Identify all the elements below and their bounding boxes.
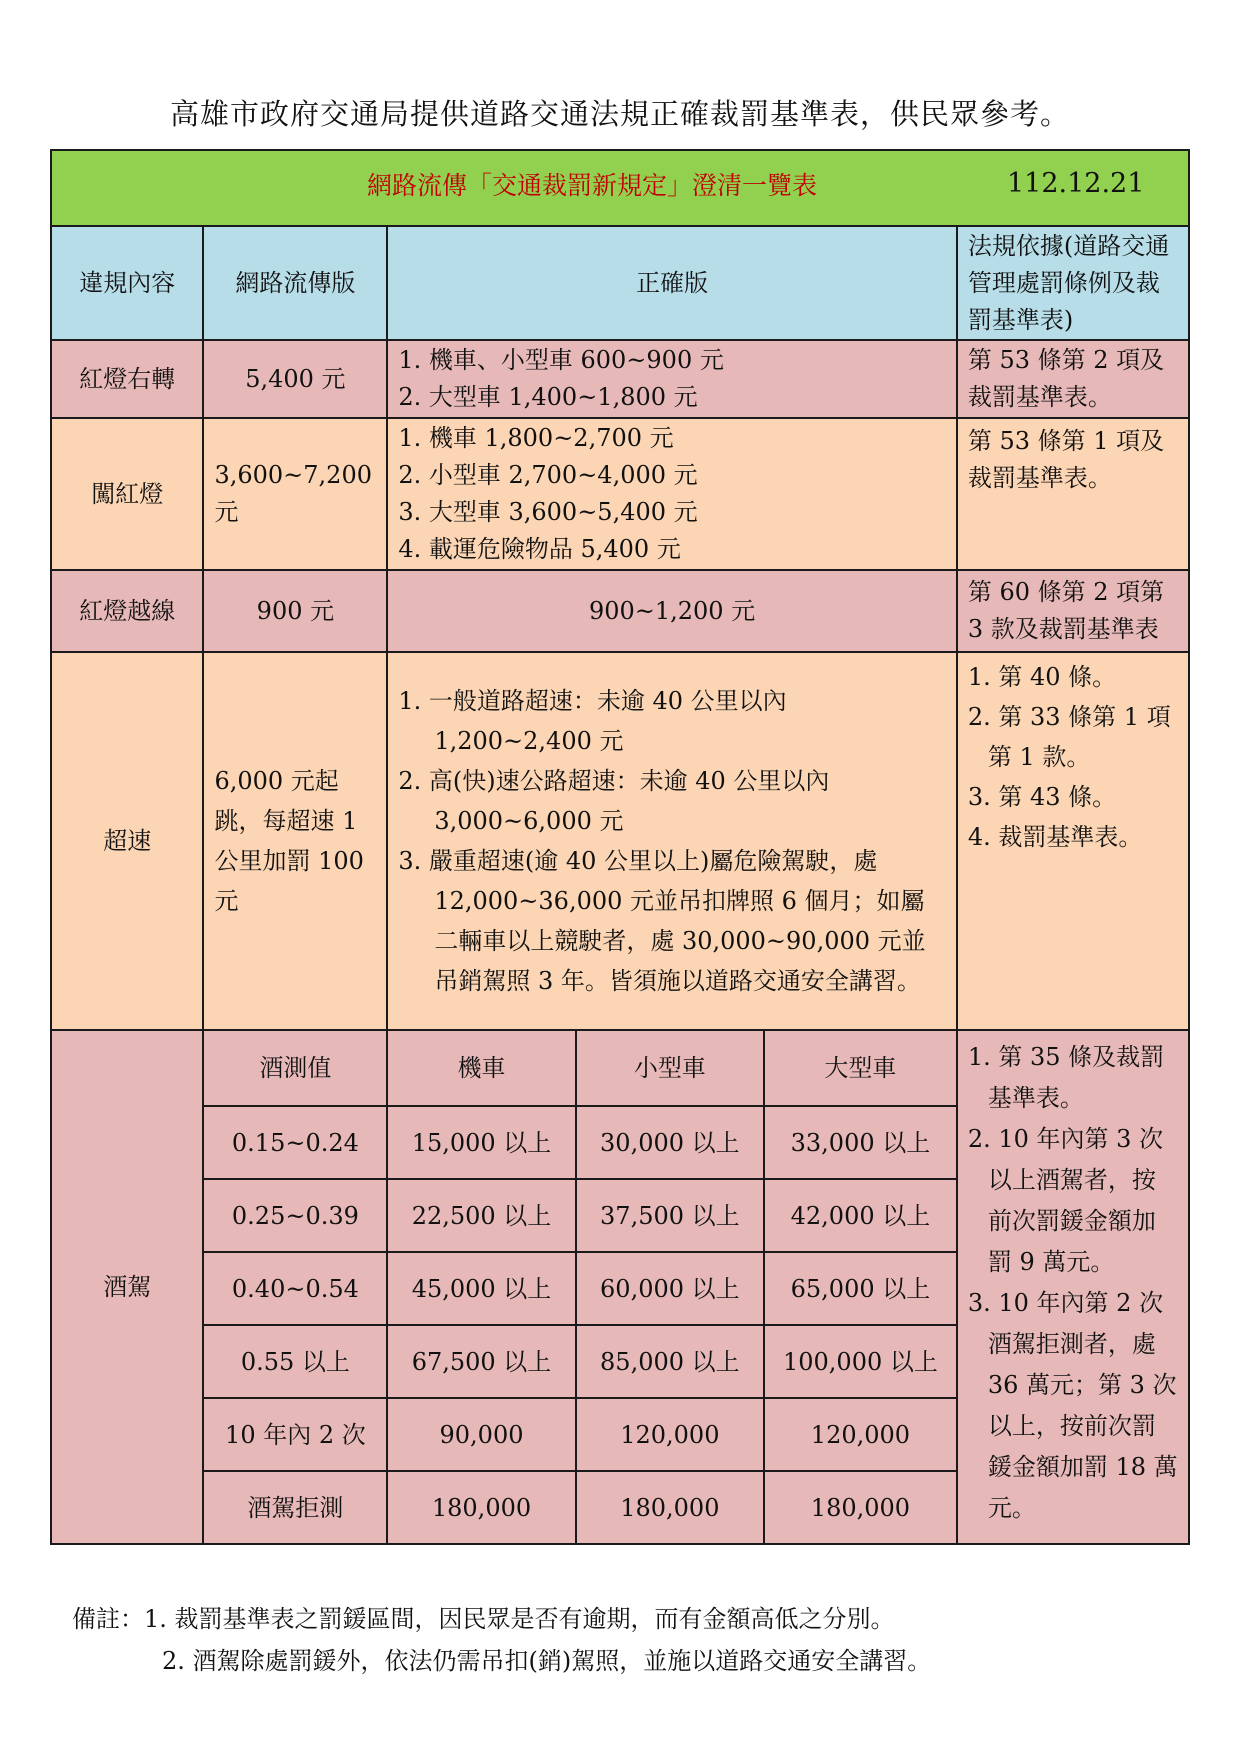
dui-cell: 120,000 xyxy=(576,1398,764,1471)
basis-line: 3. 第 43 條。 xyxy=(967,783,1117,811)
dui-cell: 90,000 xyxy=(387,1398,575,1471)
dui-cell: 85,000 以上 xyxy=(576,1325,764,1398)
penalty-table xyxy=(50,149,1190,1545)
dui-cell: 0.55 以上 xyxy=(203,1325,387,1398)
rumor-cell: 6,000 元起跳，每超速 1 公里加罰 100 元 xyxy=(203,652,387,1030)
correct-cell: 900~1,200 元 xyxy=(387,570,957,652)
correct-line: 3. 大型車 3,600~5,400 元 xyxy=(398,498,698,526)
basis-cell xyxy=(957,652,1189,1030)
header-row xyxy=(51,226,1189,340)
correct-line: 1. 機車 1,800~2,700 元 xyxy=(398,424,674,452)
dui-cell: 30,000 以上 xyxy=(576,1106,764,1179)
notes xyxy=(72,1598,931,1682)
basis-cell: 第 53 條第 2 項及裁罰基準表。 xyxy=(957,340,1189,418)
correct-line: 2. 高(快)速公路超速：未逾 40 公里以內 3,000~6,000 元 xyxy=(398,767,830,835)
dui-cell: 酒駕拒測 xyxy=(203,1471,387,1544)
dui-cell: 15,000 以上 xyxy=(387,1106,575,1179)
violation-cell: 闖紅燈 xyxy=(51,418,203,570)
correct-cell xyxy=(387,418,957,570)
basis-line: 3. 10 年內第 2 次酒駕拒測者，處 36 萬元；第 3 次以上，按前次罰鍰金額加罰 18 萬元。 xyxy=(967,1289,1178,1522)
dui-cell: 180,000 xyxy=(764,1471,957,1544)
header-rumor: 網路流傳版 xyxy=(203,226,387,340)
banner-cell xyxy=(51,150,1189,226)
rumor-cell: 5,400 元 xyxy=(203,340,387,418)
correct-line: 2. 小型車 2,700~4,000 元 xyxy=(398,461,698,489)
page-title: 高雄市政府交通局提供道路交通法規正確裁罰基準表，供民眾參考。 xyxy=(169,97,1070,131)
dui-cell: 10 年內 2 次 xyxy=(203,1398,387,1471)
dui-cell: 60,000 以上 xyxy=(576,1252,764,1325)
rumor-cell: 900 元 xyxy=(203,570,387,652)
violation-cell: 紅燈越線 xyxy=(51,570,203,652)
basis-cell xyxy=(957,1030,1189,1544)
note-item: 2. 酒駕除處罰鍰外，依法仍需吊扣(銷)駕照，並施以道路交通安全講習。 xyxy=(162,1647,932,1675)
basis-cell: 第 53 條第 1 項及裁罰基準表。 xyxy=(957,418,1189,570)
dui-cell: 120,000 xyxy=(764,1398,957,1471)
dui-subheader: 小型車 xyxy=(576,1030,764,1106)
violation-cell: 紅燈右轉 xyxy=(51,340,203,418)
basis-line: 2. 10 年內第 3 次以上酒駕者，按前次罰鍰金額加罰 9 萬元。 xyxy=(967,1125,1164,1276)
basis-line: 4. 裁罰基準表。 xyxy=(967,823,1143,851)
dui-cell: 33,000 以上 xyxy=(764,1106,957,1179)
dui-cell: 0.25~0.39 xyxy=(203,1179,387,1252)
row-red-light xyxy=(51,418,1189,570)
dui-cell: 67,500 以上 xyxy=(387,1325,575,1398)
dui-cell: 45,000 以上 xyxy=(387,1252,575,1325)
dui-subheader: 酒測值 xyxy=(203,1030,387,1106)
violation-cell: 超速 xyxy=(51,652,203,1030)
basis-line: 1. 第 35 條及裁罰基準表。 xyxy=(967,1043,1165,1112)
basis-line: 1. 第 40 條。 xyxy=(967,663,1117,691)
dui-cell: 0.15~0.24 xyxy=(203,1106,387,1179)
header-violation: 違規內容 xyxy=(51,226,203,340)
note-item: 1. 裁罰基準表之罰鍰區間，因民眾是否有逾期，而有金額高低之分別。 xyxy=(144,1605,895,1633)
banner-date: 112.12.21 xyxy=(1007,168,1145,199)
dui-cell: 65,000 以上 xyxy=(764,1252,957,1325)
correct-line: 3. 嚴重超速(逾 40 公里以上)屬危險駕駛，處 12,000~36,000 元並吊扣牌照 6 個月；如屬二輛車以上競駛者，處 30,000~90,000 元並吊銷駕照 3 年。皆須施以道路交通安全講習。 xyxy=(398,847,926,995)
note-line-2 xyxy=(72,1640,931,1682)
row-red-right-turn xyxy=(51,340,1189,418)
header-legal-basis: 法規依據(道路交通管理處罰條例及裁罰基準表) xyxy=(957,226,1189,340)
correct-line: 1. 一般道路超速：未逾 40 公里以內 1,200~2,400 元 xyxy=(398,687,787,755)
dui-subheader-row xyxy=(51,1030,1189,1106)
dui-cell: 180,000 xyxy=(576,1471,764,1544)
banner-title: 網路流傳「交通裁罰新規定」澄清一覽表 xyxy=(367,171,818,200)
violation-cell: 酒駕 xyxy=(51,1030,203,1544)
correct-cell xyxy=(387,340,957,418)
header-correct: 正確版 xyxy=(387,226,957,340)
row-speeding xyxy=(51,652,1189,1030)
rumor-cell: 3,600~7,200 元 xyxy=(203,418,387,570)
dui-subheader: 大型車 xyxy=(764,1030,957,1106)
dui-cell: 37,500 以上 xyxy=(576,1179,764,1252)
basis-line: 2. 第 33 條第 1 項第 1 款。 xyxy=(967,703,1171,771)
correct-cell xyxy=(387,652,957,1030)
correct-line: 2. 大型車 1,400~1,800 元 xyxy=(398,383,698,411)
correct-line: 4. 載運危險物品 5,400 元 xyxy=(398,535,681,563)
dui-cell: 42,000 以上 xyxy=(764,1179,957,1252)
dui-cell: 100,000 以上 xyxy=(764,1325,957,1398)
dui-cell: 180,000 xyxy=(387,1471,575,1544)
notes-label: 備註： xyxy=(72,1605,144,1633)
row-red-line xyxy=(51,570,1189,652)
dui-cell: 0.40~0.54 xyxy=(203,1252,387,1325)
correct-line: 1. 機車、小型車 600~900 元 xyxy=(398,346,724,374)
dui-cell: 22,500 以上 xyxy=(387,1179,575,1252)
banner-row xyxy=(51,150,1189,226)
dui-subheader: 機車 xyxy=(387,1030,575,1106)
note-line-1 xyxy=(72,1598,931,1640)
basis-cell: 第 60 條第 2 項第 3 款及裁罰基準表 xyxy=(957,570,1189,652)
